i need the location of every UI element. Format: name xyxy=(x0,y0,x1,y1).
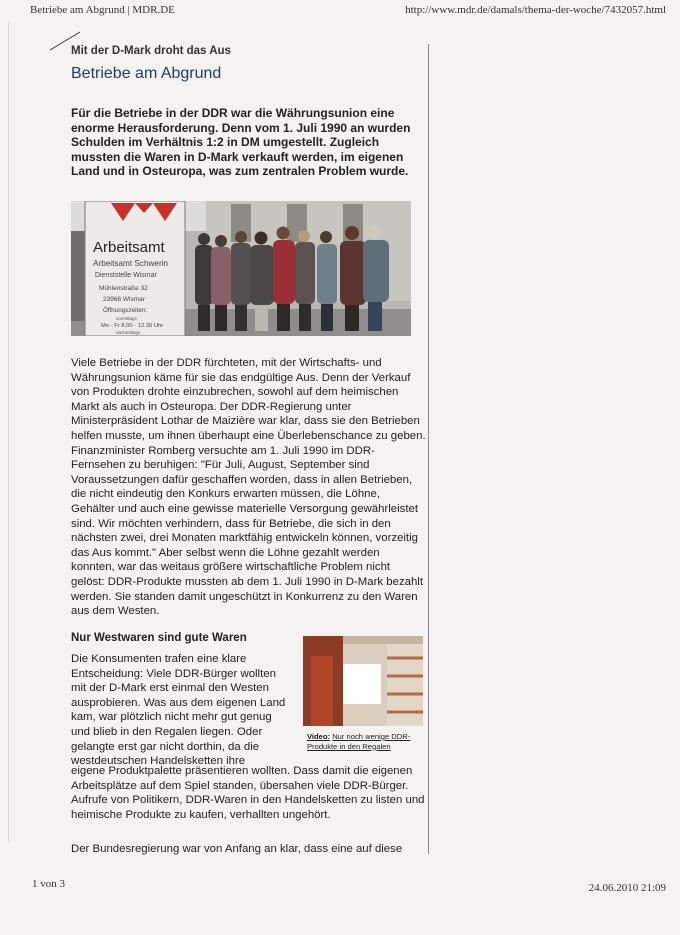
sign-line-1: Arbeitsamt Schwerin xyxy=(93,259,169,268)
article-lead: Für die Betriebe in der DDR war die Währungsunion eine enorme Herausforderung. Denn vom 1. Juli 1990 an wurden Schulden im Verhältnis 1:2 in DM umgestellt. Zugleich mussten die Waren in D-Mark verkauft werden, im eigenen Land und in Osteuropa, was zum zentralen Problem wurde. xyxy=(71,106,411,178)
sign-line-2: Dienststelle Wismar xyxy=(95,272,157,279)
print-url: http://www.mdr.de/damals/thema-der-woche/7432057.html xyxy=(405,4,666,16)
article-photo xyxy=(71,201,411,336)
photo-illustration xyxy=(71,201,411,336)
article-paragraph-2-wrapped: Die Konsumenten trafen eine klare Entscheidung: Viele DDR-Bürger wollten mit der D-Mark erst einmal den Westen ausprobieren. Was aus dem eigenen Land kam, war plötzlich nicht mehr gut genug und blieb in den Regalen liegen. Oder gelangte erst gar nicht dorthin, da die westdeutschen Handelsketten ihre xyxy=(71,653,286,768)
video-link[interactable]: Nur noch wenige DDR-Produkte in den Regalen xyxy=(307,732,411,751)
sign-line-8: nachmittags xyxy=(116,330,141,335)
article-paragraph-3: Der Bundesregierung war von Anfang an klar, dass eine auf diese xyxy=(71,843,403,855)
column-divider xyxy=(428,44,429,854)
article-headline: Betriebe am Abgrund xyxy=(71,65,222,82)
page-edge xyxy=(8,22,9,842)
sign-line-4: 23966 Wismar xyxy=(103,296,145,303)
video-still xyxy=(303,636,423,726)
article-subheading: Nur Westwaren sind gute Waren xyxy=(71,632,247,644)
print-datetime: 24.06.2010 21:09 xyxy=(588,882,666,894)
video-caption[interactable] xyxy=(307,732,425,751)
print-page-title: Betriebe am Abgrund | MDR.DE xyxy=(30,4,175,16)
sign-line-6: vormittags xyxy=(116,316,137,321)
article-kicker: Mit der D-Mark droht das Aus xyxy=(71,45,231,57)
print-page-number: 1 von 3 xyxy=(32,878,65,890)
sign-line-5: Öffnungszeiten: xyxy=(103,307,147,314)
article-paragraph-2-continued: eigene Produktpalette präsentieren wollten. Dass damit die eigenen Arbeitsplätze auf dem Spiel standen, übersahen viele DDR-Bürger. Aufrufe von Politikern, DDR-Waren in den Handelsketten zu listen und heimische Produkte zu kaufen, verhallten ungehört. xyxy=(71,765,425,821)
article-header xyxy=(71,44,421,179)
sign-line-3: Mühlenstraße 32 xyxy=(99,285,148,292)
video-thumbnail[interactable] xyxy=(303,636,423,726)
sign-line-7: Mo - Fr 8.00 - 12.30 Uhr xyxy=(101,323,164,329)
sign-title: Arbeitsamt xyxy=(93,239,165,256)
video-label: Video: xyxy=(307,732,331,741)
article-paragraph-1: Viele Betriebe in der DDR fürchteten, mit der Wirtschafts- und Währungsunion käme für sie das endgültige Aus. Denn der Verkauf von Produkten drohte einzubrechen, sowohl auf dem heimischen Markt als auch in Osteuropa. Der DDR-Regierung unter Ministerpräsident Lothar de Maizière war klar, dass sie den Betrieben helfen musste, um ihnen überhaupt eine Überlebenschance zu geben. Finanzminister Romberg versuchte am 1. Juli 1990 im DDR-Fernsehen zu beruhigen: "Für Juli, August, September sind Voraussetzungen dafür geschaffen worden, dass in allen Betrieben, die nicht eindeutig den Konkurs erwarten müssen, die Löhne, Gehälter und auch eine gewisse materielle Versorgung gewährleistet sind. Wir möchten verhindern, dass für Betriebe, die sich in den nächsten zwei, drei Monaten marktfähig entwickeln können, vorzeitig das Aus kommt." Aber selbst wenn die Löhne gezahlt werden konnten, war das weitaus größere wirtschaftliche Problem nicht gelöst: DDR-Produkte mussten ab dem 1. Juli 1990 in D-Mark bezahlt werden. Sie standen damit ungeschützt in Konkurrenz zu den Waren aus dem Westen. xyxy=(71,357,426,618)
print-header xyxy=(30,4,666,20)
